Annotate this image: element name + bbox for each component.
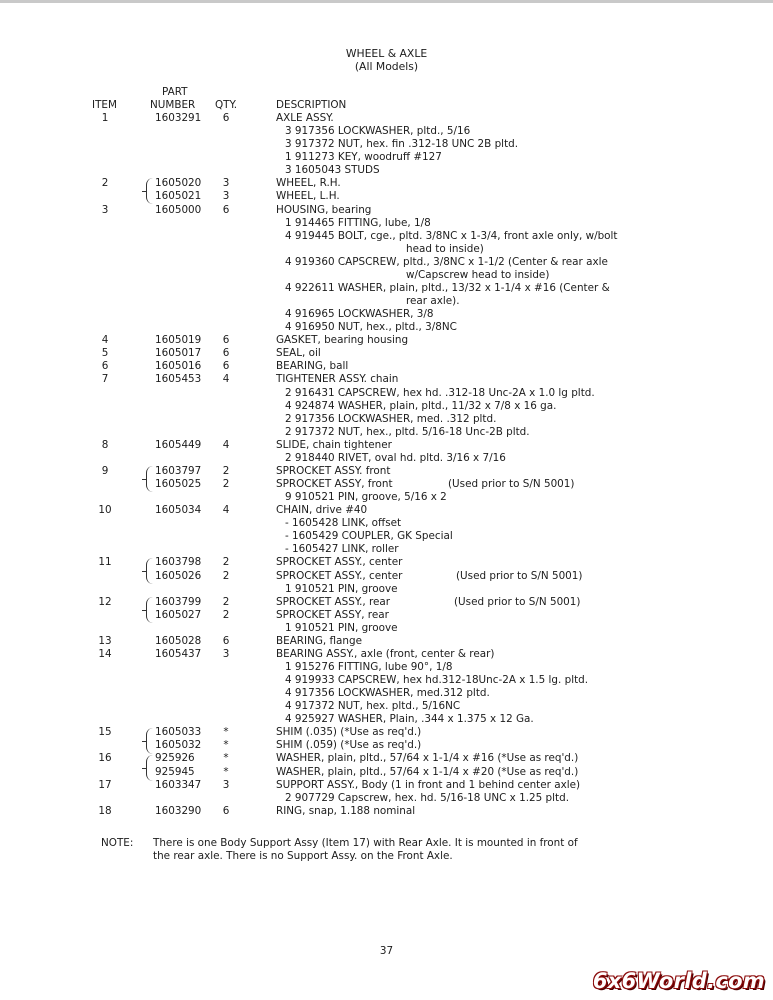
sub-part-line: 2 918440 RIVET, oval hd. pltd. 3/16 x 7/16 [285,451,506,464]
description-continuation: w/Capscrew head to inside) [406,268,550,281]
serial-note: (Used prior to S/N 5001) [456,569,583,582]
header-qty: QTY. [215,99,238,111]
quantity: 2 [222,464,230,477]
sub-part-line: 1 914465 FITTING, lube, 1/8 [285,216,431,229]
item-number: 10 [98,504,112,517]
group-brace [146,178,155,204]
item-number: 17 [98,778,112,791]
part-number: 1605449 [155,438,202,451]
quantity: 3 [222,190,230,203]
quantity: 3 [222,177,230,190]
page-number: 37 [379,945,394,957]
part-description: HOUSING, bearing [276,203,372,216]
part-number: 925945 [155,765,195,778]
part-description: BEARING ASSY., axle (front, center & rear) [276,647,495,660]
quantity: 6 [222,203,230,216]
quantity: 2 [222,556,230,569]
sub-part-line: 9 910521 PIN, groove, 5/16 x 2 [285,491,447,503]
part-number: 1605019 [155,334,202,347]
quantity: 6 [222,112,230,124]
group-brace [146,597,155,623]
item-number: 11 [98,556,112,569]
item-number: 2 [101,177,109,190]
sub-part-line: 1 910521 PIN, groove [285,582,398,595]
part-description: WASHER, plain, pltd., 57/64 x 1-1/4 x #16 (*Use as req'd.) [276,752,579,765]
part-number: 925926 [155,752,195,765]
item-number: 5 [101,347,109,360]
part-description: SPROCKET ASSY., center [276,556,403,569]
quantity: * [223,752,229,765]
item-number: 12 [98,595,112,608]
serial-note: (Used prior to S/N 5001) [454,595,581,608]
part-number: 1603291 [155,112,202,124]
site-watermark: 6x6World.com [592,969,765,993]
quantity: 6 [222,804,230,817]
item-number: 8 [101,438,109,451]
sub-part-line: 3 917372 NUT, hex. fin .312-18 UNC 2B pltd. [285,138,519,151]
part-description: SPROCKET ASSY., center [276,569,403,582]
description-continuation: head to inside) [406,242,484,255]
part-number: 1605026 [155,569,202,582]
note-line-2: the rear axle. There is no Support Assy. on the Front Axle. [153,850,453,862]
item-number: 9 [101,464,109,477]
header-part: PART [162,86,188,98]
part-number: 1605021 [155,190,202,203]
sub-part-line: 2 917356 LOCKWASHER, med. .312 pltd. [285,412,497,425]
part-description: SUPPORT ASSY., Body (1 in front and 1 behind center axle) [276,778,581,791]
part-description: SLIDE, chain tightener [276,438,392,451]
part-description: AXLE ASSY. [276,112,334,124]
sub-part-line: 4 919933 CAPSCREW, hex hd.312-18Unc-2A x 1.5 lg. pltd. [285,674,589,686]
part-number: 1605032 [155,739,202,752]
quantity: * [223,739,229,752]
header-description: DESCRIPTION [276,99,347,111]
part-number: 1605453 [155,373,202,386]
item-number: 6 [101,360,109,373]
quantity: 2 [222,608,230,621]
sub-part-line: 4 916950 NUT, hex., pltd., 3/8NC [285,321,457,334]
note-line-1: There is one Body Support Assy (Item 17) with Rear Axle. It is mounted in front of [153,837,578,849]
item-number: 16 [98,752,112,765]
page-title: WHEEL & AXLE [345,47,428,60]
sub-part-line: - 1605428 LINK, offset [285,517,402,530]
part-description: SHIM (.035) (*Use as req'd.) [276,726,422,739]
serial-note: (Used prior to S/N 5001) [448,478,575,490]
part-number: 1603347 [155,778,202,791]
item-number: 1 [101,112,109,124]
part-description: SHIM (.059) (*Use as req'd.) [276,739,422,752]
part-description: SPROCKET ASSY., rear [276,595,391,608]
item-number: 18 [98,804,112,817]
part-number: 1605020 [155,177,202,190]
sub-part-line: 4 919360 CAPSCREW, pltd., 3/8NC x 1-1/2 (Center & rear axle [285,255,608,268]
item-number: 4 [101,334,109,347]
part-number: 1605025 [155,478,202,490]
description-continuation: rear axle). [406,295,460,307]
quantity: 2 [222,595,230,608]
page-subtitle: (All Models) [354,60,419,73]
quantity: 3 [222,647,230,660]
quantity: 6 [222,634,230,647]
sub-part-line: - 1605427 LINK, roller [285,543,399,556]
part-description: WHEEL, R.H. [276,177,341,190]
part-number: 1605437 [155,647,202,660]
sub-part-line: 2 916431 CAPSCREW, hex hd. .312-18 Unc-2A x 1.0 lg pltd. [285,386,595,399]
quantity: 3 [222,778,230,791]
quantity: 2 [222,478,230,490]
sub-part-line: 3 1605043 STUDS [285,164,380,177]
sub-part-line: 4 922611 WASHER, plain, pltd., 13/32 x 1-1/4 x #16 (Center & [285,281,610,294]
item-number: 15 [98,726,112,739]
part-number: 1605017 [155,347,202,360]
sub-part-line: 4 917356 LOCKWASHER, med.312 pltd. [285,687,490,700]
part-number: 1603797 [155,464,202,477]
sub-part-line: 3 917356 LOCKWASHER, pltd., 5/16 [285,125,471,138]
part-description: WASHER, plain, pltd., 57/64 x 1-1/4 x #20 (*Use as req'd.) [276,765,579,778]
quantity: 6 [222,347,230,360]
part-number: 1605000 [155,203,202,216]
part-number: 1605033 [155,726,202,739]
quantity: 4 [222,504,230,517]
quantity: 6 [222,360,230,373]
sub-part-line: 2 907729 Capscrew, hex. hd. 5/16-18 UNC x 1.25 pltd. [285,791,569,804]
quantity: * [223,726,229,739]
group-brace [146,755,155,781]
part-number: 1605027 [155,608,202,621]
note-label: NOTE: [101,837,134,849]
sub-part-line: 4 924874 WASHER, plain, pltd., 11/32 x 7/8 x 16 ga. [285,399,557,412]
part-description: TIGHTENER ASSY. chain [276,373,399,386]
quantity: 2 [222,569,230,582]
header-number: NUMBER [150,99,196,111]
sub-part-line: 4 917372 NUT, hex. pltd., 5/16NC [285,700,461,713]
sub-part-line: 1 911273 KEY, woodruff #127 [285,151,442,164]
part-description: SPROCKET ASSY, front [276,478,393,490]
item-number: 14 [98,647,112,660]
group-brace [146,728,155,754]
part-description: BEARING, ball [276,360,349,373]
header-item: ITEM [92,99,117,111]
group-brace [146,466,155,492]
quantity: * [223,765,229,778]
item-number: 7 [101,373,109,386]
sub-part-line: 2 917372 NUT, hex., pltd. 5/16-18 Unc-2B pltd. [285,425,530,438]
part-description: SPROCKET ASSY, rear [276,608,389,621]
part-description: CHAIN, drive #40 [276,504,368,517]
sub-part-line: 4 919445 BOLT, cge., pltd. 3/8NC x 1-3/4, front axle only, w/bolt [285,229,618,242]
part-number: 1605034 [155,504,202,517]
sub-part-line: 4 916965 LOCKWASHER, 3/8 [285,308,434,321]
part-description: WHEEL, L.H. [276,190,340,203]
sub-part-line: 4 925927 WASHER, Plain, .344 x 1.375 x 12 Ga. [285,713,534,726]
item-number: 13 [98,634,112,647]
part-number: 1603799 [155,595,202,608]
sub-part-line: - 1605429 COUPLER, GK Special [285,530,453,543]
part-number: 1605028 [155,634,202,647]
quantity: 6 [222,334,230,347]
top-border [0,0,773,3]
sub-part-line: 1 910521 PIN, groove [285,621,398,634]
sub-part-line: 1 915276 FITTING, lube 90°, 1/8 [285,660,453,673]
part-description: RING, snap, 1.188 nominal [276,804,416,817]
part-number: 1603798 [155,556,202,569]
part-description: BEARING, flange [276,634,363,647]
part-description: SEAL, oil [276,347,321,360]
group-brace [146,558,155,584]
quantity: 4 [222,438,230,451]
part-description: SPROCKET ASSY. front [276,464,391,477]
part-number: 1605016 [155,360,202,373]
quantity: 4 [222,373,230,386]
part-description: GASKET, bearing housing [276,334,409,347]
part-number: 1603290 [155,804,202,817]
item-number: 3 [101,203,109,216]
